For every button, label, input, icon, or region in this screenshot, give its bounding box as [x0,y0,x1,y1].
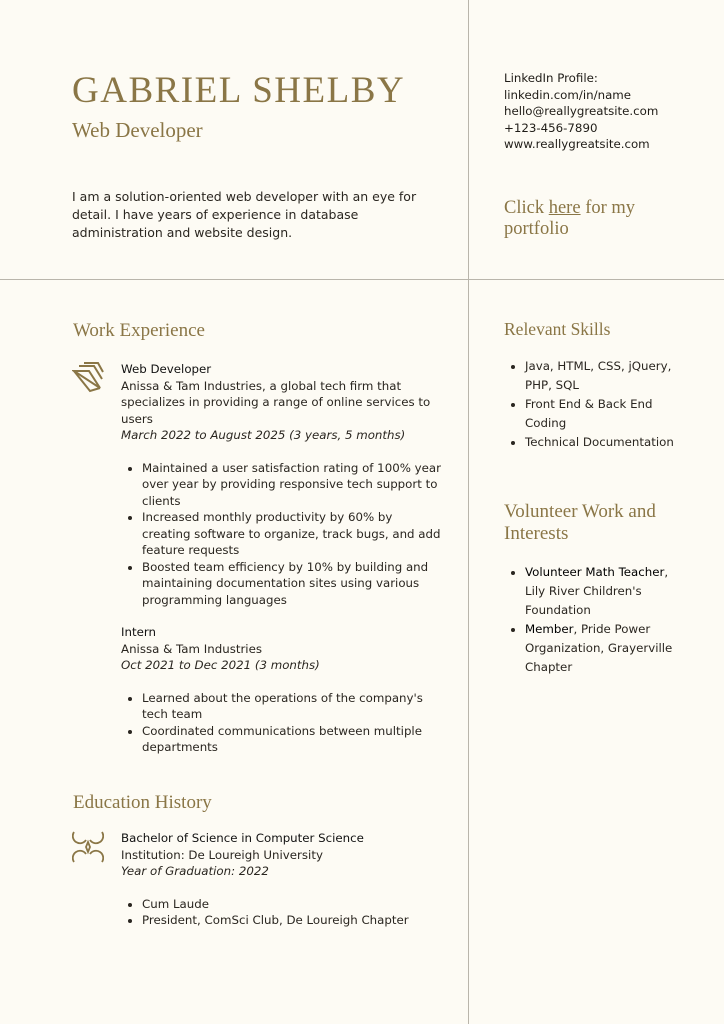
linkedin-url[interactable]: linkedin.com/in/name [504,87,632,102]
skill-item: • Java, HTML, CSS, jQuery, PHP, SQL [525,357,684,395]
portfolio-text-before: Click [504,198,549,218]
institution: Institution: De Loureigh University [121,847,323,862]
job-date: Oct 2021 to Dec 2021 (3 months) [121,658,320,672]
education-entry [121,830,441,929]
education-history-heading: Education History [73,792,212,813]
job-entry-intern [121,624,441,756]
job-title-intern: Intern [121,625,156,639]
volunteer-heading: Volunteer Work and Interests [504,501,656,544]
volunteer-role: Member [525,622,574,636]
job-entry-web-developer [121,361,441,608]
volunteer-org: , Lily River Children's Foundation [525,565,669,617]
education-bullet: • Cum Laude [142,896,441,913]
relevant-skills-heading: Relevant Skills [504,319,611,339]
degree: Bachelor of Science in Computer Science [121,831,364,845]
portfolio-text-after: for my portfolio [504,198,636,239]
job-bullets [121,460,441,609]
education-bullets [121,896,441,929]
job-bullets [121,690,441,756]
job-title-web-developer: Web Developer [121,362,212,376]
stacked-layers-icon [72,362,104,398]
job-company: Anissa & Tam Industries [121,641,262,656]
volunteer-role: Volunteer Math Teacher [525,565,665,579]
contact-block [504,70,658,153]
volunteer-org: , Pride Power Organization, Grayerville Chapter [525,622,673,674]
education-bullet: • President, ComSci Club, De Loureigh Chapter [142,912,441,929]
website-url[interactable]: www.reallygreatsite.com [504,137,650,151]
summary-text: I am a solution-oriented web developer with an eye for detail. I have years of experience in database administration and website design. [72,189,417,240]
job-bullet: • Maintained a user satisfaction rating of 100% year over year by providing responsive tech support to clients [142,460,441,510]
horizontal-divider [0,279,724,280]
job-company: Anissa & Tam Industries, a global tech firm that specializes in providing a range of online services to users [121,378,431,426]
work-experience-heading: Work Experience [73,320,205,341]
skill-item: • Technical Documentation [525,433,684,452]
vertical-divider [468,0,469,1024]
job-bullet: • Learned about the operations of the company's tech team [142,690,441,723]
job-title: Web Developer [72,118,203,142]
job-date: March 2022 to August 2025 (3 years, 5 months) [121,428,406,442]
volunteer-list [504,563,684,677]
candidate-name: GABRIEL SHELBY [72,70,406,111]
job-bullet: • Boosted team efficiency by 10% by building and maintaining documentation sites using various programming languages [142,559,441,609]
skill-item: • Front End & Back End Coding [525,395,684,433]
volunteer-item [525,620,684,677]
job-bullet: • Coordinated communications between multiple departments [142,723,441,756]
job-bullet: • Increased monthly productivity by 60% by creating software to organize, track bugs, and add feature requests [142,509,441,559]
volunteer-item [525,563,684,620]
quatrefoil-icon [72,830,104,868]
email-address[interactable]: hello@reallygreatsite.com [504,104,659,118]
skills-list [504,357,684,452]
graduation-year: Year of Graduation: 2022 [121,864,269,878]
portfolio-callout [504,198,694,240]
phone-number: +123-456-7890 [504,120,598,135]
portfolio-link[interactable]: here [548,198,581,218]
linkedin-label: LinkedIn Profile: [504,71,598,85]
